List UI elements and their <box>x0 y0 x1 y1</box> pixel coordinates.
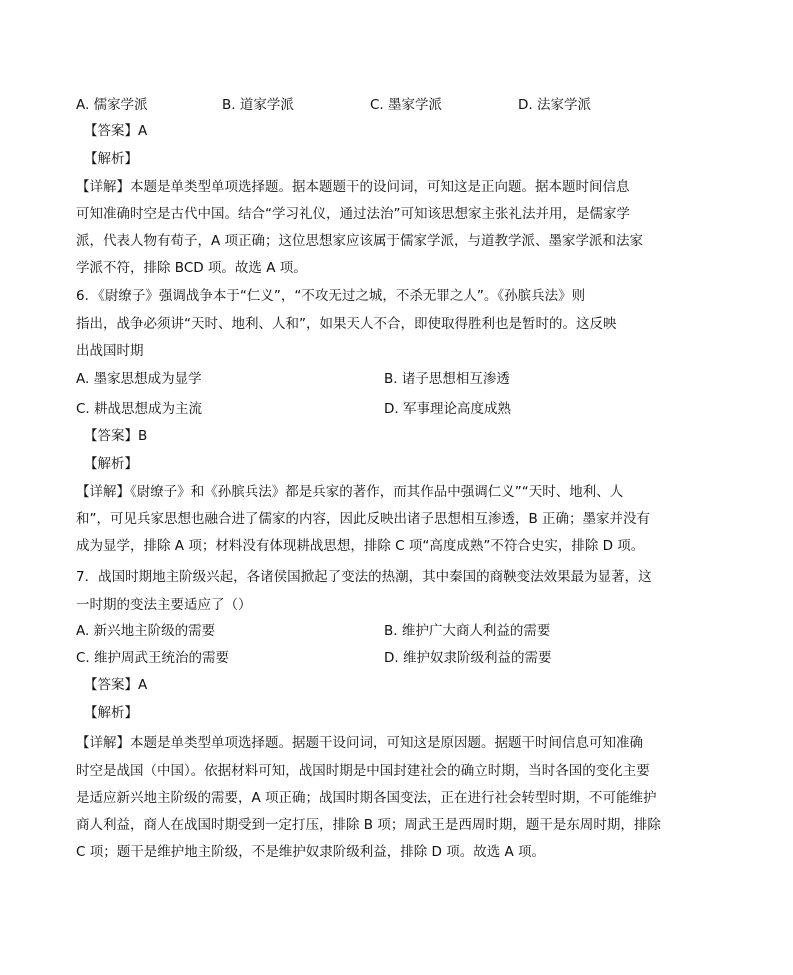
q7-option-a: A. 新兴地主阶级的需要 <box>76 623 216 639</box>
q6-detail-line: 和”，可见兵家思想也融合进了儒家的内容，因此反映出诸子思想相互渗透，B 正确；墨家并没有 <box>76 511 651 527</box>
q5-option-b: B. 道家学派 <box>222 97 294 113</box>
q7-detail-line: 时空是战国（中国）。依据材料可知，战国时期是中国封建社会的确立时期，当时各国的变化主要 <box>76 763 650 779</box>
q6-detail-line: 【详解】《尉缭子》和《孙膑兵法》都是兵家的著作，而其作品中强调仁义”“天时、地利、人 <box>76 484 624 500</box>
q7-stem-line: 7．战国时期地主阶级兴起，各诸侯国掀起了变法的热潮，其中秦国的商鞅变法效果最为显著，这 <box>76 569 652 585</box>
q7-stem-line: 一时期的变法主要适应了（） <box>76 597 252 613</box>
q6-answer: 【答案】B <box>84 428 148 444</box>
q6-option-a: A. 墨家思想成为显学 <box>76 371 202 387</box>
q7-detail-line: 【详解】本题是单类型单项选择题。据题干设问词，可知这是原因题。据题干时间信息可知准确 <box>76 735 643 751</box>
q5-answer: 【答案】A <box>84 123 148 139</box>
q6-option-d: D. 军事理论高度成熟 <box>384 401 511 417</box>
q6-stem-line: 6．《尉缭子》强调战争本于“仁义”，“不攻无过之城，不杀无罪之人”。《孙膑兵法》则 <box>76 288 586 304</box>
q6-detail-line: 成为显学，排除 A 项；材料没有体现耕战思想，排除 C 项“高度成熟”不符合史实，排除 D 项。 <box>76 538 645 554</box>
q6-option-b: B. 诸子思想相互渗透 <box>384 371 510 387</box>
q7-option-c: C. 维护周武王统治的需要 <box>76 650 230 666</box>
q6-option-c: C. 耕战思想成为主流 <box>76 401 203 417</box>
q7-analysis-label: 【解析】 <box>84 705 138 721</box>
q5-detail-line: 可知准确时空是古代中国。结合“学习礼仪，通过法治”可知该思想家主张礼法并用，是儒家学 <box>76 206 630 222</box>
q5-option-a: A. 儒家学派 <box>76 97 148 113</box>
q5-detail-line: 【详解】本题是单类型单项选择题。据本题题干的设问词，可知这是正向题。据本题时间信息 <box>76 179 630 195</box>
q6-analysis-label: 【解析】 <box>84 456 138 472</box>
q7-answer: 【答案】A <box>84 677 148 693</box>
q7-detail-line: 是适应新兴地主阶级的需要，A 项正确；战国时期各国变法，正在进行社会转型时期，不可能维护 <box>76 790 657 806</box>
q5-option-d: D. 法家学派 <box>518 97 591 113</box>
q5-detail-line: 派，代表人物有荀子，A 项正确；这位思想家应该属于儒家学派，与道教学派、墨家学派和法家 <box>76 233 644 249</box>
q7-detail-line: C 项；题干是维护地主阶级，不是维护奴隶阶级利益，排除 D 项。故选 A 项。 <box>76 844 546 860</box>
q5-analysis-label: 【解析】 <box>84 151 138 167</box>
q5-option-c: C. 墨家学派 <box>370 97 443 113</box>
q5-detail-line: 学派不符，排除 BCD 项。故选 A 项。 <box>76 260 307 276</box>
q6-stem-line: 指出，战争必须讲“天时、地利、人和”，如果天人不合，即使取得胜利也是暂时的。这反映 <box>76 316 617 332</box>
q7-option-d: D. 维护奴隶阶级利益的需要 <box>384 650 552 666</box>
q7-option-b: B. 维护广大商人利益的需要 <box>384 623 551 639</box>
q7-detail-line: 商人利益，商人在战国时期受到一定打压，排除 B 项；周武王是西周时期，题干是东周时期，排除 <box>76 817 661 833</box>
q6-stem-line: 出战国时期 <box>76 343 144 359</box>
